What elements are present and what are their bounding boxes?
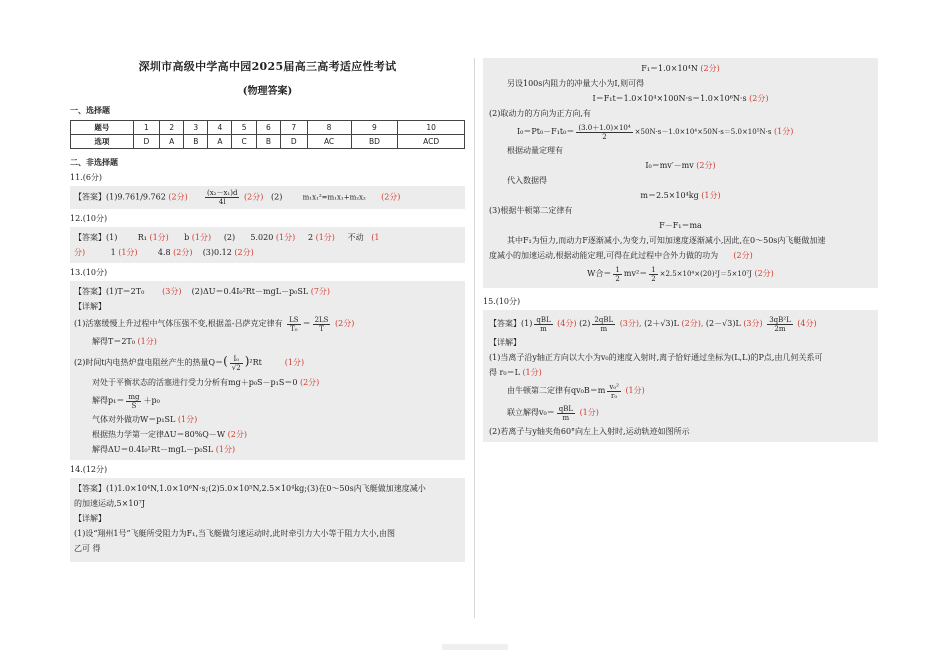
q15-score-5: (4分) (797, 319, 817, 328)
answer-table (70, 120, 465, 149)
q14-result-1-score: (2分) (700, 64, 720, 73)
fraction-numerator: (3.0＋1.0)×10⁴ (578, 123, 631, 132)
q13-fraction-3 (230, 355, 243, 372)
q12-score-1: (1分) (149, 233, 169, 242)
fraction-denominator: m (600, 324, 608, 333)
q14-result-1: F₁＝1.0×10⁴N (641, 64, 698, 73)
fraction-denominator: 2m (774, 324, 786, 333)
fraction-denominator: m (562, 413, 570, 422)
q13-step-6: 气体对外做功W＝p₁SL (92, 415, 176, 424)
answer-table-row-numbers (71, 121, 465, 135)
q12-part-2: (2) (223, 233, 236, 242)
q14-result-momentum-score: (2分) (696, 161, 716, 170)
question-15-label: 15.(10分) (483, 297, 521, 306)
q11-score-1: (2分) (168, 192, 188, 202)
q13-answer-1-score: (3分) (162, 287, 182, 296)
table-cell: B (256, 135, 280, 149)
question-11-answer (70, 186, 465, 209)
q13-step-7: 根据热力学第一定律ΔU＝80%Q－W (92, 430, 226, 439)
question-15-answer (483, 310, 878, 442)
q14-text-impulse: 另设100s内阻力的冲量大小为I,则可得 (507, 79, 645, 88)
fraction-denominator: T (319, 324, 324, 333)
q13-step-7-score: (2分) (227, 430, 247, 439)
table-cell: ACD (398, 135, 465, 149)
section-choice-heading: 一、选择题 (70, 105, 110, 115)
q15-newton: 由牛顿第二定律有qv₀B＝m (507, 386, 606, 395)
question-14-label: 14.(12分) (70, 465, 108, 474)
fraction-denominator: 4l (218, 198, 226, 206)
fraction-numerator: 1 (615, 265, 620, 274)
fraction-numerator: (x₂－x₁)d (207, 189, 238, 197)
fraction-denominator: r₀ (611, 391, 618, 400)
q14-momentum-score: (1分) (774, 127, 794, 136)
table-cell: BD (351, 135, 398, 149)
table-cell: A (160, 135, 184, 149)
q12-value-2: b (184, 233, 190, 242)
q15-fraction-1 (534, 316, 552, 333)
q12-value-8: (3)0.12 (202, 248, 232, 257)
table-cell: A (208, 135, 232, 149)
q14-momentum-tail: ×50N·s－1.0×10⁴×50N·s＝5.0×10⁵N·s (634, 128, 772, 136)
q14-momentum-expr: I₀＝Pt₀－F₁t₀＝ (517, 127, 575, 136)
table-cell: AC (307, 135, 351, 149)
q14-text-substitute: 代入数据得 (507, 176, 547, 185)
q12-value-3: 5.020 (250, 233, 274, 242)
q14-detail-line-2: 乙可 得 (74, 544, 101, 553)
q14-work-score: (2分) (754, 269, 774, 278)
fraction-numerator: qBL (536, 315, 551, 324)
fraction-denominator: m (540, 324, 547, 333)
q14-result-mass-score: (1分) (701, 191, 721, 200)
q13-fraction-4 (126, 393, 141, 410)
q13-step-8-score: (1分) (215, 445, 236, 454)
table-cell: 3 (184, 121, 208, 135)
question-14-continued (483, 58, 878, 288)
q12-score-4: (1分) (315, 233, 335, 242)
q14-answer-line-1: 【答案】(1)1.0×10⁴N,1.0×10⁶N·s;(2)5.0×10⁵N,2.5×10⁴kg;(3)在0～50s内飞艇做加速度减小 (74, 484, 426, 493)
section-free-heading: 二、非选择题 (70, 157, 118, 167)
question-13-answer: 【答案】(1)T＝2T₀ (3分) (2)ΔU＝0.4I₀²Rt－mgL－p₀SL (7分) 【详解】 (1)活塞缓慢上升过程中气体压强不变,根据盖-吕萨克定律有 $\frac{LS}{\text{T₀}}$ ＝ $\frac{2LS}{T}$ (2分) 解得T＝2T₀ (1分) (2)时间t内电热炉盘电阻丝产生的热量Q＝( $\frac{\text{I₀}}{√2}$ )²Rt (1分) 对处于平衡状态的活塞进行受力分析有mg＋p₀S－p₁S＝0 (2分) 解得p₁＝ $\frac{mg}{S}$ ＋p₀ 气体对外做功W＝p₁SL (1分) 根据热力学第一定律ΔU＝80%Q－W (2分) 解得ΔU＝0.4I₀²Rt－mgL－p₀SL (1分) (70, 281, 465, 460)
q15-detail-line-2: 得 r₀＝L (489, 368, 520, 377)
question-12-label: 12.(10分) (70, 214, 108, 223)
q14-part-2-text: (2)取动力的方向为正方向,有 (489, 109, 591, 118)
table-cell: 2 (160, 121, 184, 135)
q12-score-2: (1分) (191, 233, 212, 242)
fraction-denominator: 2 (615, 274, 620, 283)
q14-fraction-2 (613, 266, 621, 283)
q12-answer-prefix: 【答案】(1) (74, 233, 118, 242)
q13-step-3-tail: ²Rt (249, 358, 262, 367)
q15-score-4: (3分) (743, 319, 763, 328)
q14-fraction-3 (649, 266, 657, 283)
q12-value-7: 4.8 (157, 248, 171, 257)
q12-value-6: 1 (110, 248, 116, 257)
q11-score-3: (2分) (381, 192, 401, 202)
q14-result-momentum: I₀＝mv′－mv (645, 161, 694, 170)
q13-detail-heading: 【详解】 (74, 302, 106, 311)
q15-score-3: (2分), (681, 319, 704, 328)
answer-table-row-answers (71, 135, 465, 149)
q15-score-2: (3分), (619, 319, 642, 328)
q14-answer-line-2: 的加速运动,5×10⁷J (74, 499, 145, 508)
q15-newton-score: (1分) (625, 386, 645, 395)
table-cell: 7 (280, 121, 307, 135)
table-header-cell: 题号 (71, 121, 134, 135)
q14-newton-eq: F－F₁＝ma (659, 221, 702, 230)
table-cell: 10 (398, 121, 465, 135)
q15-detail-heading: 【详解】 (489, 338, 521, 347)
fraction-numerator: qBL (558, 404, 574, 413)
q13-equals: ＝ (302, 319, 311, 328)
q15-fraction-6 (607, 383, 621, 400)
q12-score-3: (1分) (275, 233, 296, 242)
fraction-denominator: S (131, 401, 137, 410)
q15-value-4: (2－√3)L (705, 319, 741, 328)
fraction-denominator: √2 (231, 363, 241, 372)
q11-part-2: (2) (270, 192, 283, 202)
page-footer (442, 644, 508, 650)
q13-step-6-score: (1分) (177, 415, 198, 424)
q14-part-3-text: (3)根据牛顿第二定律有 (489, 206, 573, 215)
table-cell: D (133, 135, 160, 149)
document-title: 深圳市高级中学高中园2025届高三高考适应性考试 (138, 60, 397, 73)
table-cell: 9 (351, 121, 398, 135)
table-cell: C (232, 135, 256, 149)
table-cell: B (184, 135, 208, 149)
q15-detail-line-2-score: (1分) (522, 368, 542, 377)
table-header-cell: 选项 (71, 135, 134, 149)
q15-fraction-7 (557, 405, 575, 422)
left-column (70, 58, 465, 562)
q12-score-5a: (1 (371, 233, 380, 242)
q11-expression: m₁x₁²=m₁x₁+m₂x₂ (302, 193, 366, 202)
q14-text-theorem: 根据动量定理有 (507, 146, 563, 155)
q14-result-mass: m＝2.5×10⁴kg (640, 191, 699, 200)
fraction-numerator: I₀ (230, 355, 243, 364)
q13-step-1: (1)活塞缓慢上升过程中气体压强不变,根据盖-吕萨克定律有 (74, 319, 283, 328)
fraction-numerator: 3qB²L (769, 315, 791, 324)
q11-score-2: (2分) (244, 192, 264, 202)
q14-fraction-1 (576, 124, 632, 141)
question-14-answer (70, 478, 465, 562)
q13-answer-2-score: (7分) (310, 287, 331, 296)
q12-score-6: (1分) (118, 248, 138, 257)
q14-work-expr: W合＝ (587, 269, 612, 278)
q14-result-impulse: I＝F₁t＝1.0×10⁴×100N·s＝1.0×10⁶N·s (592, 94, 747, 103)
fraction-denominator: 2 (651, 274, 656, 283)
q13-answer-2: (2)ΔU＝0.4I₀²Rt－mgL－p₀SL (191, 287, 309, 296)
q15-fraction-2 (592, 316, 615, 333)
q13-step-1-score: (2分) (335, 319, 355, 328)
q14-analysis-1: 其中F₁为恒力,而动力F逐渐减小,为变力,可知加速度逐渐减小,因此,在0～50s内飞艇做加速 (507, 236, 826, 245)
question-12-answer (70, 227, 465, 263)
q13-fraction-2 (313, 316, 331, 333)
q14-analysis-2-score: (2分) (733, 251, 753, 260)
q13-step-2: 解得T＝2T₀ (92, 337, 135, 346)
q14-detail-heading: 【详解】 (74, 514, 106, 523)
document-subtitle: (物理答案) (242, 86, 293, 97)
fraction-numerator: LS (289, 315, 299, 324)
table-cell: D (280, 135, 307, 149)
q15-solve: 联立解得v₀＝ (507, 408, 555, 417)
fraction-denominator: 2 (602, 132, 607, 141)
q15-detail-line-1: (1)当离子沿y轴正方向以大小为v₀的速度入射时,离子恰好通过坐标为(L,L)的P点,由几何关系可 (489, 353, 823, 362)
column-divider (474, 58, 475, 618)
q15-score-1: (4分) (557, 319, 577, 328)
fraction-numerator: v₀² (609, 382, 619, 391)
q15-value-3: (2＋√3)L (644, 319, 679, 328)
q13-fraction-1 (287, 316, 300, 333)
fraction-numerator: mg (128, 392, 140, 401)
q13-step-5: 解得p₁＝ (92, 396, 125, 405)
fraction-numerator: 2qBL (594, 315, 614, 324)
q13-step-3-score: (1分) (284, 358, 305, 367)
q15-answer-prefix: 【答案】(1) (489, 319, 533, 328)
q11-fraction (205, 189, 239, 206)
q14-work-tail: ×2.5×10⁴×(20)²J＝5×10⁷J (659, 270, 752, 278)
table-cell: 4 (208, 121, 232, 135)
q14-detail-line-1: (1)设“翔州1号”飞艇所受阻力为F₁,当飞艇做匀速运动时,此时牵引力大小等于阻力大小,由图 (74, 529, 395, 538)
q13-step-5-tail: ＋p₀ (143, 396, 160, 405)
q13-step-4-score: (2分) (299, 378, 320, 387)
q14-result-impulse-score: (2分) (749, 94, 769, 103)
q13-step-3: (2)时间t内电热炉盘电阻丝产生的热量Q＝ (74, 358, 224, 367)
q15-fraction-5 (767, 316, 793, 333)
q15-detail-line-5: (2)若离子与y轴夹角60°向左上入射时,运动轨迹如图所示 (489, 427, 690, 436)
q13-answer-1: 【答案】(1)T＝2T₀ (74, 287, 145, 296)
question-11-label: 11.(6分) (70, 173, 103, 182)
q15-part-2: (2) (579, 319, 591, 328)
q12-score-8: (2分) (234, 248, 254, 257)
right-column (483, 58, 878, 442)
q13-step-8: 解得ΔU＝0.4I₀²Rt－mgL－p₀SL (92, 445, 214, 454)
question-13-label: 13.(10分) (70, 268, 108, 277)
q13-step-2-score: (1分) (137, 337, 157, 346)
table-cell: 8 (307, 121, 351, 135)
q12-score-5b: 分) (74, 248, 86, 257)
q13-step-4: 对处于平衡状态的活塞进行受力分析有mg＋p₀S－p₁S＝0 (92, 378, 298, 387)
q12-value-5: 不动 (347, 233, 364, 242)
fraction-denominator: T₀ (290, 324, 298, 333)
fraction-numerator: 1 (651, 265, 656, 274)
table-cell: 6 (256, 121, 280, 135)
q14-analysis-2: 度减小的加速运动,根据动能定理,可得在此过程中合外力做的功为 (489, 251, 719, 260)
table-cell: 1 (133, 121, 160, 135)
q12-score-7: (2分) (173, 248, 193, 257)
q12-value-4: 2 (307, 233, 314, 242)
table-cell: 5 (232, 121, 256, 135)
q15-solve-score: (1分) (579, 408, 599, 417)
q14-work-mid: mv²＝ (623, 269, 648, 278)
q11-answer-prefix: 【答案】(1)9.761/9.762 (74, 192, 166, 202)
fraction-numerator: 2LS (314, 315, 329, 324)
q12-value-1: R₁ (137, 233, 147, 242)
